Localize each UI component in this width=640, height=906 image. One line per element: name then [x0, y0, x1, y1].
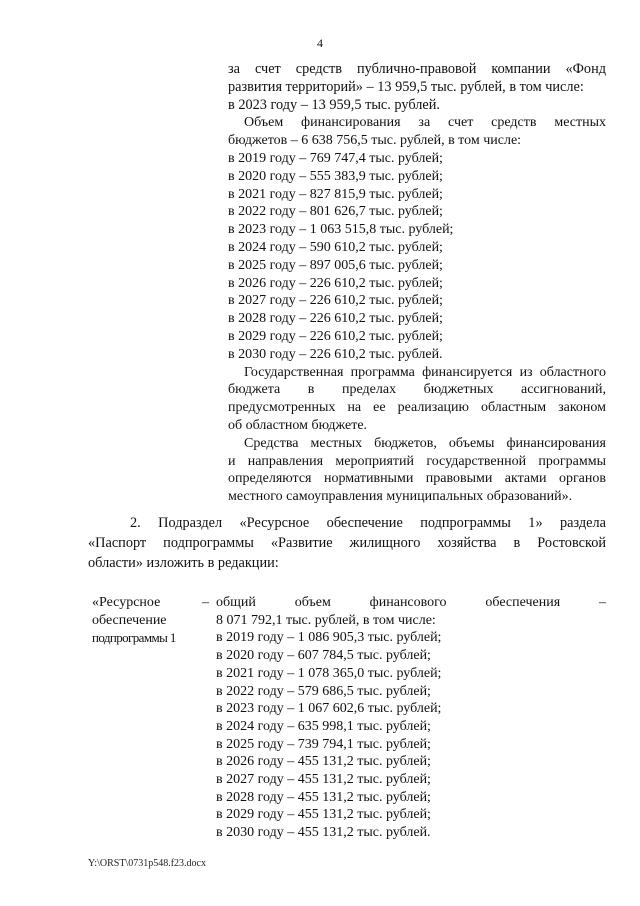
- year-item: в 2019 году – 769 747,4 тыс. рублей;: [228, 150, 443, 166]
- year-item: в 2026 году – 455 131,2 тыс. рублей;: [216, 754, 431, 770]
- local-budget-line-2: бюджетов – 6 638 756,5 тыс. рублей, в том числе:: [228, 133, 522, 149]
- paragraph-line: об областном бюджете.: [228, 417, 368, 433]
- passport-values: [216, 594, 606, 842]
- paragraph-line: Государственная программа финансируется из областного: [244, 364, 606, 380]
- year-item: в 2025 году – 739 794,1 тыс. рублей;: [216, 736, 431, 752]
- year-item: в 2026 году – 226 610,2 тыс. рублей;: [228, 275, 443, 291]
- fund-line-2: развития территорий» – 13 959,5 тыс. рублей, в том числе:: [228, 78, 584, 95]
- fund-line-1: за счет средств публично-правовой компании «Фонд: [228, 61, 606, 77]
- year-item: в 2024 году – 635 998,1 тыс. рублей;: [216, 718, 431, 734]
- fund-line-3: в 2023 году – 13 959,5 тыс. рублей.: [228, 96, 440, 113]
- year-item: в 2022 году – 801 626,7 тыс. рублей;: [228, 204, 443, 220]
- total-line-2: 8 071 792,1 тыс. рублей, в том числе:: [216, 612, 436, 628]
- paragraph-line: определяются нормативными правовыми актами органов: [228, 471, 606, 487]
- year-item: в 2028 году – 226 610,2 тыс. рублей;: [228, 311, 443, 327]
- year-item: в 2027 году – 226 610,2 тыс. рублей;: [228, 293, 443, 309]
- local-budget-line-1: Объем финансирования за счет средств местных: [244, 115, 606, 131]
- file-path-footer: Y:\ORST\0731p548.f23.docx: [88, 858, 206, 869]
- municipal-budgets-paragraph: [228, 435, 606, 506]
- year-item: в 2027 году – 455 131,2 тыс. рублей;: [216, 772, 431, 788]
- territory-fund-paragraph: [228, 61, 606, 114]
- year-item: в 2030 году – 455 131,2 тыс. рублей.: [216, 825, 431, 841]
- year-item: в 2021 году – 827 815,9 тыс. рублей;: [228, 186, 443, 202]
- label-line: подпрограммы 1: [92, 630, 176, 646]
- year-item: в 2028 году – 455 131,2 тыс. рублей;: [216, 789, 431, 805]
- local-budget-years: [228, 150, 606, 364]
- year-item: в 2025 году – 897 005,6 тыс. рублей;: [228, 257, 443, 273]
- paragraph-line: Средства местных бюджетов, объемы финансирования: [244, 435, 606, 451]
- amendment-paragraph: [88, 513, 606, 573]
- year-item: в 2023 году – 1 063 515,8 тыс. рублей;: [228, 222, 454, 238]
- total-line-1: общий объем финансового обеспечения –: [216, 595, 606, 610]
- year-item: в 2030 году – 226 610,2 тыс. рублей.: [228, 346, 443, 362]
- paragraph-line: бюджета в пределах бюджетных ассигнований,: [228, 382, 606, 398]
- year-item: в 2020 году – 607 784,5 тыс. рублей;: [216, 648, 431, 664]
- year-item: в 2023 году – 1 067 602,6 тыс. рублей;: [216, 701, 442, 717]
- year-item: в 2029 году – 226 610,2 тыс. рублей;: [228, 328, 443, 344]
- amendment-line-2: «Паспорт подпрограммы «Развитие жилищного хозяйства в Ростовской: [88, 535, 606, 551]
- page-number: 4: [317, 36, 323, 50]
- label-line: «Ресурсное: [92, 595, 161, 610]
- year-item: в 2022 году – 579 686,5 тыс. рублей;: [216, 683, 431, 699]
- amendment-line-3: области» изложить в редакции:: [88, 555, 279, 571]
- year-item: в 2024 году – 590 610,2 тыс. рублей;: [228, 239, 443, 255]
- financing-continuation: [228, 61, 606, 506]
- amendment-line-1: 2. Подраздел «Ресурсное обеспечение подпрограммы 1» раздела: [130, 515, 606, 531]
- year-item: в 2021 году – 1 078 365,0 тыс. рублей;: [216, 665, 442, 681]
- year-item: в 2029 году – 455 131,2 тыс. рублей;: [216, 807, 431, 823]
- passport-label: [92, 594, 210, 647]
- program-financing-paragraph: [228, 364, 606, 435]
- paragraph-line: местного самоуправления муниципальных образований».: [228, 489, 573, 505]
- paragraph-line: и направления мероприятий государственной программы: [228, 453, 606, 469]
- label-dash: –: [202, 595, 209, 610]
- label-line: обеспечение: [92, 612, 167, 628]
- year-item: в 2020 году – 555 383,9 тыс. рублей;: [228, 168, 443, 184]
- year-item: в 2019 году – 1 086 905,3 тыс. рублей;: [216, 630, 442, 646]
- paragraph-line: предусмотренных на ее реализацию областным законом: [228, 400, 606, 416]
